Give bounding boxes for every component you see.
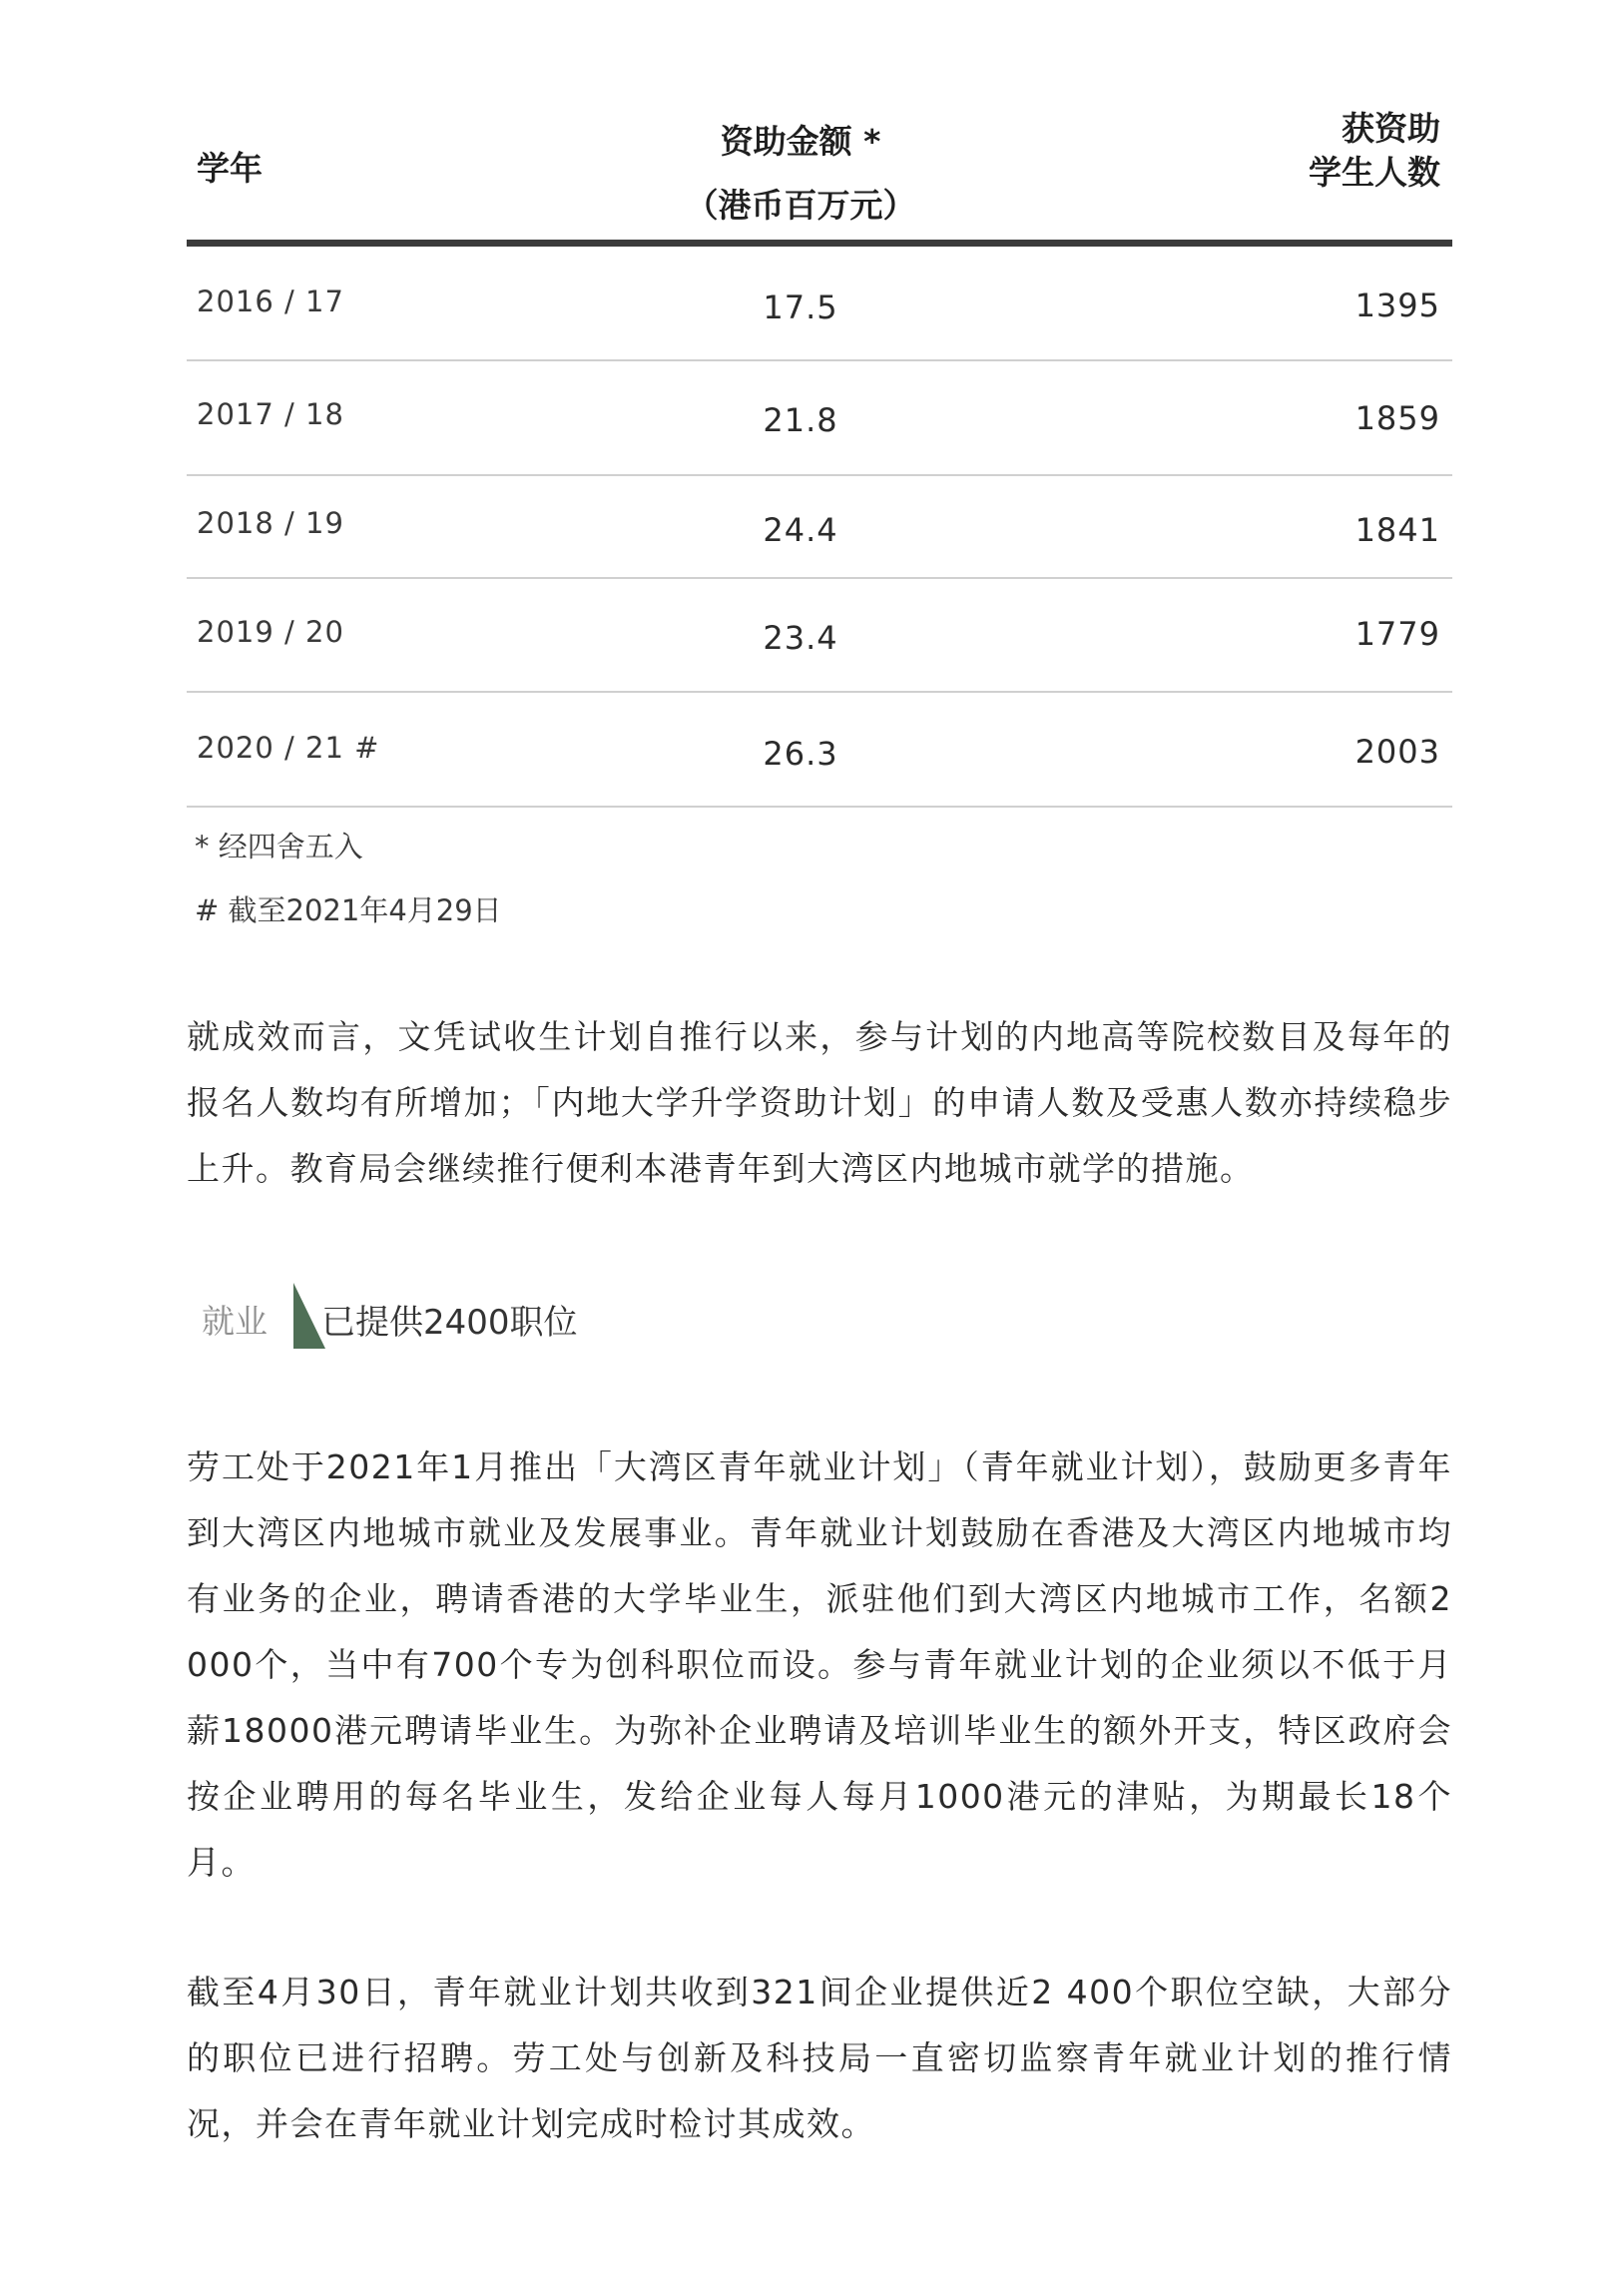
header-amount [626, 110, 975, 238]
cell-students: 1395 [1354, 287, 1440, 324]
table-header-rule [187, 240, 1452, 247]
cell-students: 2003 [1354, 733, 1440, 771]
cell-year: 2016 / 17 [197, 285, 344, 318]
table-note-rounding: * 经四舍五入 [195, 830, 363, 863]
section-title: 已提供2400职位 [321, 1303, 578, 1343]
header-amount-title: 资助金额 * [720, 122, 881, 161]
cell-amount: 17.5 [763, 288, 838, 326]
paragraph-outcome: 就成效而言，文凭试收生计划自推行以来，参与计划的内地高等院校数目及每年的报名人数均有所增加；「内地大学升学资助计划」的申请人数及受惠人数亦持续稳步上升。教育局会继续推行便利本港青年到大湾区内地城市就学的措施。 [187, 1017, 1452, 1188]
section-category: 就业 [202, 1302, 268, 1341]
cell-year: 2017 / 18 [197, 397, 344, 431]
section-accent-marker [289, 1283, 325, 1349]
cell-amount: 23.4 [763, 619, 838, 657]
table-row [187, 476, 1452, 579]
header-students [1309, 107, 1440, 195]
header-amount-unit: （港币百万元） [685, 186, 916, 225]
header-students-line2: 学生人数 [1309, 153, 1440, 192]
table-row [187, 361, 1452, 476]
table-row [187, 693, 1452, 808]
cell-students: 1779 [1354, 615, 1440, 653]
header-students-line1: 获资助 [1342, 109, 1440, 148]
cell-amount: 26.3 [763, 735, 838, 773]
table-row [187, 247, 1452, 361]
paragraph-employment-scheme: 劳工处于2021年1月推出「大湾区青年就业计划」（青年就业计划），鼓励更多青年到大湾区内地城市就业及发展事业。青年就业计划鼓励在香港及大湾区内地城市均有业务的企业，聘请香港的大学毕业生，派驻他们到大湾区内地城市工作，名额2 000个，当中有700个专为创科职位而设。参与青年就业计划的企业须以不低于月薪18000港元聘请毕业生。为弥补企业聘请及培训毕业生的额外开支，特区政府会按企业聘用的每名毕业生，发给企业每人每月1000港元的津贴，为期最长18个月。 [187, 1447, 1452, 1882]
table-row [187, 579, 1452, 693]
cell-year: 2020 / 21 # [197, 731, 380, 765]
cell-year: 2019 / 20 [197, 615, 344, 649]
cell-amount: 24.4 [763, 511, 838, 549]
table-body [187, 247, 1452, 808]
cell-year: 2018 / 19 [197, 506, 344, 540]
cell-students: 1841 [1354, 511, 1440, 549]
section-heading [202, 1283, 801, 1353]
header-year: 学年 [197, 149, 263, 188]
paragraph-vacancies: 截至4月30日，青年就业计划共收到321间企业提供近2 400个职位空缺，大部分的职位已进行招聘。劳工处与创新及科技局一直密切监察青年就业计划的推行情况，并会在青年就业计划完成时检讨其成效。 [187, 1973, 1452, 2143]
table-note-date: # 截至2021年4月29日 [195, 893, 502, 927]
cell-students: 1859 [1354, 399, 1440, 437]
table-header [187, 95, 1452, 245]
cell-amount: 21.8 [763, 401, 838, 439]
